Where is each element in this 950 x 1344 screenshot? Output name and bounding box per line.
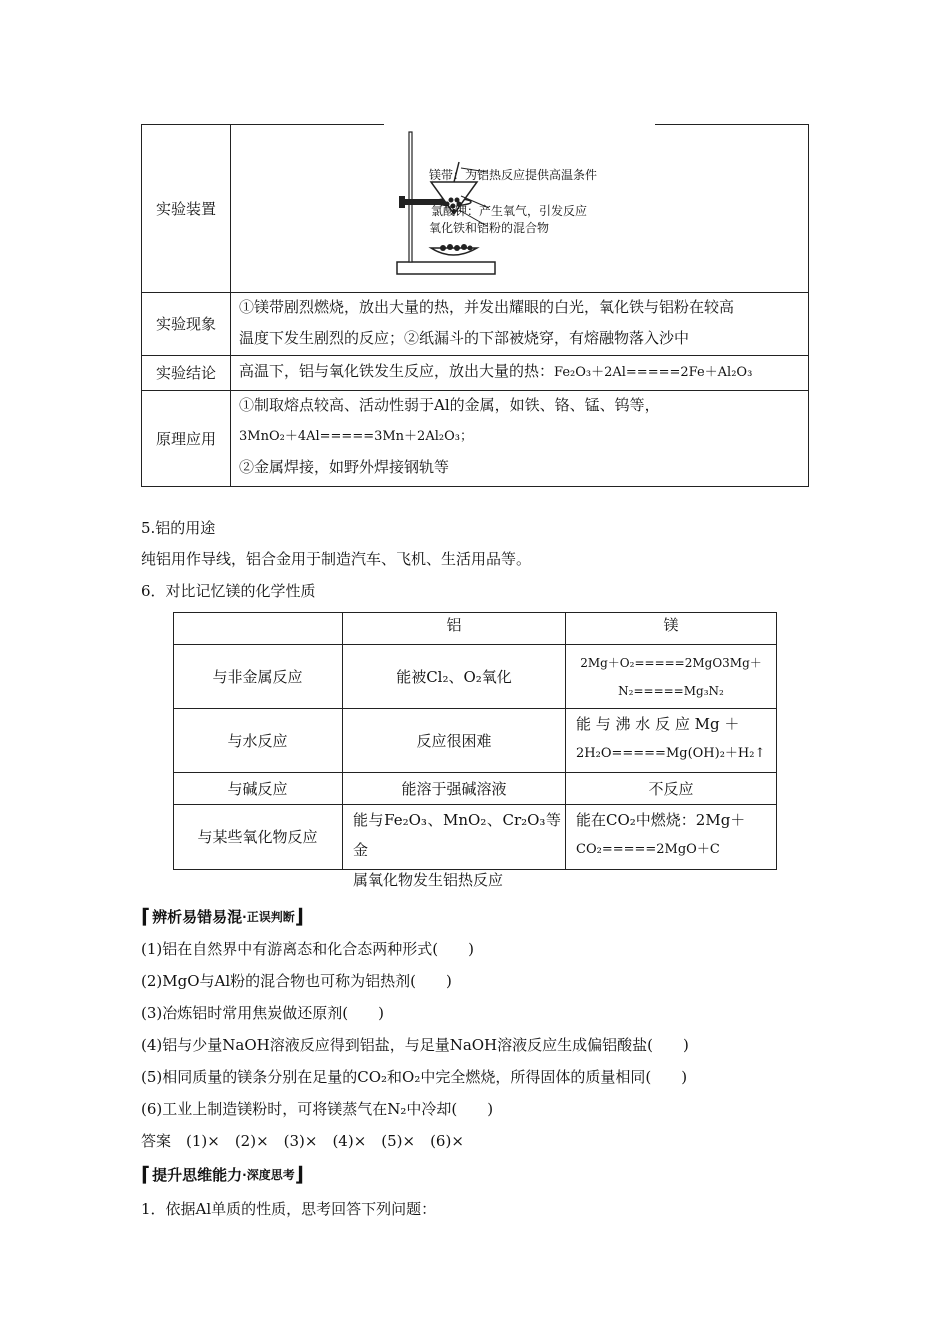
- al-water: 反应很困难: [416, 731, 492, 750]
- banner-deep-thinking: [141, 1162, 304, 1186]
- al-oxide: [353, 805, 561, 895]
- experiment-table: [141, 124, 809, 487]
- callout-mixture: 氧化铁和铝粉的混合物: [429, 221, 550, 235]
- conclusion-text: [239, 356, 805, 388]
- al-alkali: 能溶于强碱溶液: [401, 779, 507, 798]
- banner1-main: 辨析易错易混: [152, 907, 243, 926]
- section5-title: 5.铝的用途: [141, 519, 216, 537]
- mg-nonmetal-line-1: 2Mg＋O₂=====2MgO3Mg＋: [580, 655, 762, 670]
- property-water: 与水反应: [227, 731, 288, 750]
- judgement-5: (5)相同质量的镁条分别在足量的CO₂和O₂中完全燃烧，所得固体的质量相同( ): [141, 1068, 688, 1086]
- conclusion-statement: 高温下，铝与氧化铁发生反应，放出大量的热：: [239, 362, 555, 380]
- al-nonmetal: 能被Cl₂、O₂氧化: [396, 667, 512, 686]
- mg-water: [576, 709, 772, 769]
- row-label-application: 原理应用: [155, 429, 216, 448]
- mg-water-line-1: 能 与 沸 水 反 应 Mg ＋: [576, 715, 740, 733]
- al-oxide-line-2: 属氧化物发生铝热反应: [353, 871, 504, 889]
- property-alkali: 与碱反应: [227, 779, 288, 798]
- mg-water-line-2: 2H₂O=====Mg(OH)₂＋H₂↑: [576, 746, 766, 761]
- bracket-right-icon: ⌋: [294, 904, 304, 928]
- judgement-4: (4)铝与少量NaOH溶液反应得到铝盐，与足量NaOH溶液反应生成偏铝酸盐( ): [141, 1036, 689, 1054]
- row-label-conclusion: 实验结论: [155, 364, 216, 382]
- banner2-sub: ·深度思考: [242, 1167, 295, 1182]
- al-oxide-line-1: 能与Fe₂O₃、MnO₂、Cr₂O₃等金: [353, 811, 561, 859]
- mg-oxide-line-2: CO₂=====2MgO＋C: [576, 842, 720, 857]
- mg-alkali: 不反应: [648, 779, 694, 798]
- application-line-3: ②金属焊接，如野外焊接钢轨等: [239, 458, 450, 476]
- thermite-equation: Fe₂O₃＋2Al=====2Fe＋Al₂O₃: [554, 365, 753, 380]
- property-oxide: 与某些氧化物反应: [197, 828, 318, 846]
- phenomena-text: [239, 292, 805, 354]
- judgement-2: (2)MgO与Al粉的混合物也可称为铝热剂( ): [141, 972, 452, 990]
- section6-title: 6．对比记忆镁的化学性质: [141, 582, 316, 600]
- banner-error-analysis: [141, 904, 304, 928]
- judgement-3: (3)冶炼铝时常用焦炭做还原剂( ): [141, 1004, 384, 1022]
- banner2-main: 提升思维能力: [152, 1165, 243, 1184]
- mg-oxide-line-1: 能在CO₂中燃烧：2Mg＋: [576, 811, 746, 829]
- banner1-sub: ·正误判断: [242, 909, 295, 924]
- judgement-1: (1)铝在自然界中有游离态和化合态两种形式( ): [141, 940, 474, 958]
- row-label-phenomena: 实验现象: [155, 315, 216, 333]
- section5-body: 纯铝用作导线，铝合金用于制造汽车、飞机、生活用品等。: [141, 550, 532, 568]
- application-line-2: 3MnO₂＋4Al=====3Mn＋2Al₂O₃；: [239, 429, 473, 444]
- compare-table: [173, 612, 777, 889]
- mg-oxide: [576, 805, 772, 865]
- bracket-left-icon: ⌈: [141, 904, 151, 928]
- callout-potassium-chlorate: 氯酸钾：产生氧气，引发反应: [431, 204, 588, 218]
- row-label-apparatus: 实验装置: [155, 199, 216, 218]
- callout-magnesium-ribbon: 镁带：为铝热反应提供高温条件: [429, 168, 598, 182]
- answer-line: 答案 (1)× (2)× (3)× (4)× (5)× (6)×: [141, 1132, 464, 1150]
- property-nonmetal: 与非金属反应: [212, 667, 303, 686]
- question-1: 1．依据Al单质的性质，思考回答下列问题：: [141, 1200, 437, 1218]
- header-aluminum: 铝: [446, 616, 462, 634]
- phenomena-line-1: ①镁带剧烈燃烧，放出大量的热，并发出耀眼的白光，氧化铁与铝粉在较高: [239, 298, 735, 316]
- header-magnesium: 镁: [663, 616, 679, 634]
- bracket-right-icon: ⌋: [294, 1162, 304, 1186]
- mg-nonmetal-line-2: N₂=====Mg₃N₂: [618, 683, 724, 698]
- judgement-6: (6)工业上制造镁粉时，可将镁蒸气在N₂中冷却( ): [141, 1100, 494, 1118]
- bracket-left-icon: ⌈: [141, 1162, 151, 1186]
- application-line-1: ①制取熔点较高、活动性弱于Al的金属，如铁、铬、锰、钨等，: [239, 396, 660, 414]
- mg-nonmetal: [566, 645, 776, 708]
- phenomena-line-2: 温度下发生剧烈的反应；②纸漏斗的下部被烧穿，有熔融物落入沙中: [239, 329, 690, 347]
- application-text: [239, 390, 805, 483]
